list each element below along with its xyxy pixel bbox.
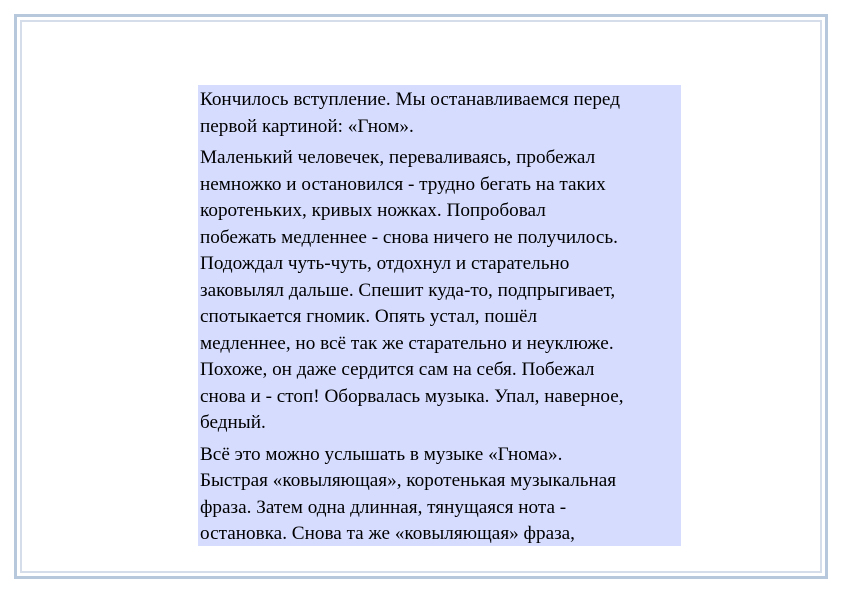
text-line: Быстрая «ковыляющая», коротенькая музыкальная — [200, 470, 617, 491]
text-line: остановка. Снова та же «ковыляющая» фраза, — [200, 523, 575, 544]
text-line: побежать медленнее - снова ничего не получилось. — [200, 226, 618, 248]
text-line: заковылял дальше. Спешит куда-то, подпрыгивает, — [200, 279, 616, 301]
text-line: Похоже, он даже сердится сам на себя. Побежал — [200, 359, 595, 380]
text-line: медленнее, но всё так же старательно и неуклюже. — [200, 332, 614, 354]
paragraph-intro — [200, 87, 681, 140]
text-line: Кончилось вступление. Мы останавливаемся перед — [200, 89, 620, 110]
text-line: Маленький человечек, переваливаясь, пробежал — [200, 147, 596, 168]
text-line: Подождал чуть-чуть, отдохнул и старательно — [200, 253, 570, 274]
text-line: Всё это можно услышать в музыке «Гнома». — [200, 443, 563, 465]
text-line: снова и - стоп! Оборвалась музыка. Упал, наверное, — [200, 385, 624, 407]
paragraph-music — [200, 442, 681, 547]
text-line: фраза. Затем одна длинная, тянущаяся нота - — [200, 496, 567, 518]
paragraph-description — [200, 145, 681, 437]
text-line: коротеньких, кривых ножках. Попробовал — [200, 200, 546, 221]
text-line: спотыкается гномик. Опять устал, пошёл — [200, 306, 538, 327]
text-line: бедный. — [200, 412, 266, 433]
text-line: немножко и остановился - трудно бегать на таких — [200, 173, 606, 195]
text-box — [198, 85, 681, 546]
text-line: первой картиной: «Гном». — [200, 115, 414, 137]
